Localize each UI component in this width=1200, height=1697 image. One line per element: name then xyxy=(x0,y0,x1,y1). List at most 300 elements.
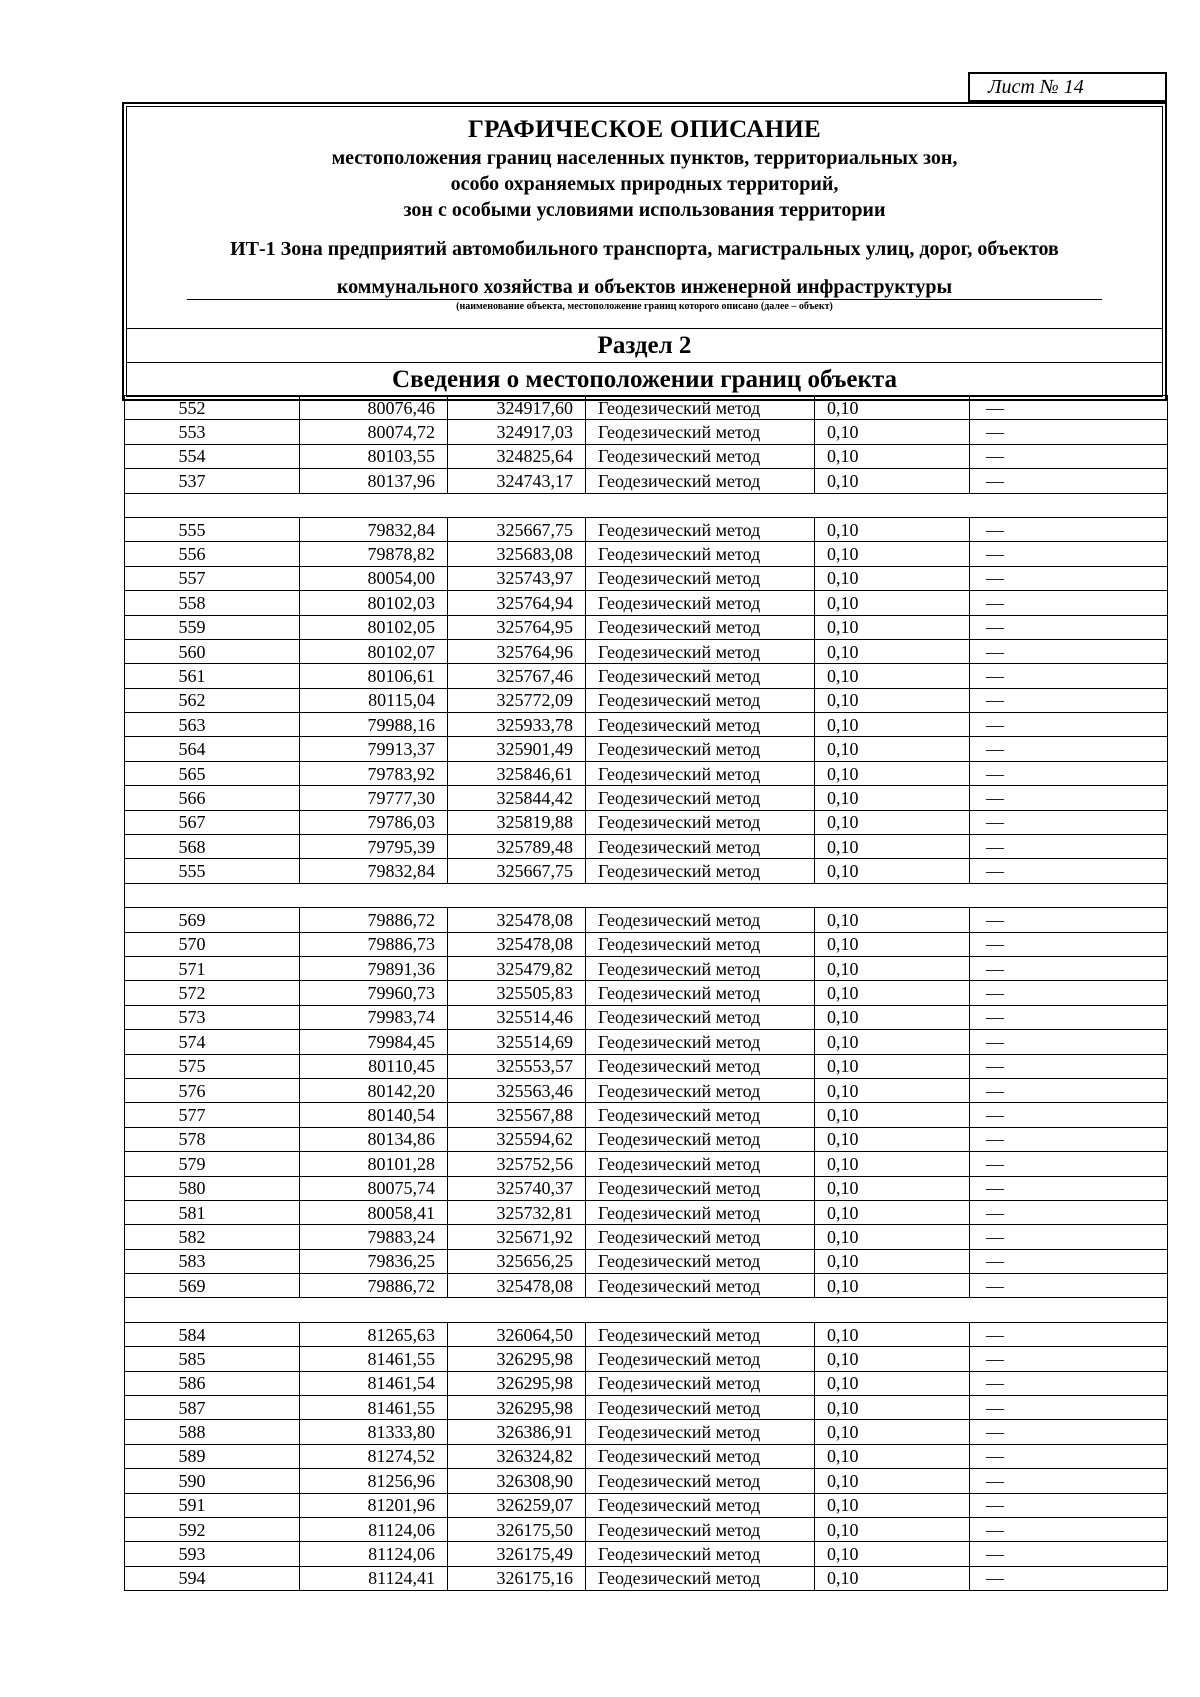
coord-x-cell: 81461,54 xyxy=(300,1371,448,1395)
method-cell: Геодезический метод xyxy=(586,1152,815,1176)
coord-y-cell: 325743,97 xyxy=(448,566,586,590)
table-row xyxy=(125,1200,1168,1224)
table-row xyxy=(125,517,1168,541)
accuracy-cell: 0,10 xyxy=(815,517,970,541)
method-cell: Геодезический метод xyxy=(586,566,815,590)
table-separator-row xyxy=(125,1298,1168,1322)
method-cell: Геодезический метод xyxy=(586,835,815,859)
accuracy-cell: 0,10 xyxy=(815,566,970,590)
accuracy-cell: 0,10 xyxy=(815,1225,970,1249)
accuracy-cell: 0,10 xyxy=(815,1152,970,1176)
table-row xyxy=(125,542,1168,566)
accuracy-cell: 0,10 xyxy=(815,1322,970,1346)
coord-x-cell: 80103,55 xyxy=(300,444,448,468)
method-cell: Геодезический метод xyxy=(586,1005,815,1029)
coord-x-cell: 80140,54 xyxy=(300,1103,448,1127)
coord-x-cell: 81265,63 xyxy=(300,1322,448,1346)
method-cell: Геодезический метод xyxy=(586,542,815,566)
table-row xyxy=(125,1127,1168,1151)
table-row xyxy=(125,1371,1168,1395)
accuracy-cell: 0,10 xyxy=(815,664,970,688)
coord-x-cell: 79832,84 xyxy=(300,859,448,883)
point-number-cell: 581 xyxy=(125,1200,300,1224)
separator-cell xyxy=(125,883,1168,907)
description-cell: — xyxy=(970,1396,1168,1420)
method-cell: Геодезический метод xyxy=(586,1103,815,1127)
method-cell: Геодезический метод xyxy=(586,1469,815,1493)
coord-y-cell: 326295,98 xyxy=(448,1347,586,1371)
description-cell: — xyxy=(970,639,1168,663)
section-name: Раздел 2 xyxy=(127,329,1162,363)
method-cell: Геодезический метод xyxy=(586,956,815,980)
method-cell: Геодезический метод xyxy=(586,615,815,639)
coord-x-cell: 81124,06 xyxy=(300,1542,448,1566)
coord-x-cell: 80115,04 xyxy=(300,688,448,712)
coord-y-cell: 325901,49 xyxy=(448,737,586,761)
table-row xyxy=(125,1152,1168,1176)
description-cell: — xyxy=(970,591,1168,615)
point-number-cell: 573 xyxy=(125,1005,300,1029)
table-row xyxy=(125,1347,1168,1371)
description-cell: — xyxy=(970,566,1168,590)
coord-y-cell: 326308,90 xyxy=(448,1469,586,1493)
method-cell: Геодезический метод xyxy=(586,1566,815,1590)
description-cell: — xyxy=(970,1322,1168,1346)
method-cell: Геодезический метод xyxy=(586,908,815,932)
accuracy-cell: 0,10 xyxy=(815,810,970,834)
point-number-cell: 574 xyxy=(125,1030,300,1054)
coord-x-cell: 79886,72 xyxy=(300,908,448,932)
method-cell: Геодезический метод xyxy=(586,1322,815,1346)
coord-y-cell: 326295,98 xyxy=(448,1396,586,1420)
table-separator-row xyxy=(125,883,1168,907)
point-number-cell: 570 xyxy=(125,932,300,956)
coord-y-cell: 324743,17 xyxy=(448,469,586,493)
section-caption: Сведения о местоположении границ объекта xyxy=(392,366,897,393)
table-row xyxy=(125,835,1168,859)
coord-y-cell: 325764,95 xyxy=(448,615,586,639)
accuracy-cell: 0,10 xyxy=(815,1054,970,1078)
description-cell: — xyxy=(970,1493,1168,1517)
point-number-cell: 567 xyxy=(125,810,300,834)
method-cell: Геодезический метод xyxy=(586,1444,815,1468)
point-number-cell: 594 xyxy=(125,1566,300,1590)
description-cell: — xyxy=(970,956,1168,980)
subtitle-line-1: местоположения границ населенных пунктов, территориальных зон, xyxy=(331,147,958,169)
description-cell: — xyxy=(970,761,1168,785)
description-cell: — xyxy=(970,1054,1168,1078)
coord-x-cell: 81461,55 xyxy=(300,1347,448,1371)
coord-y-cell: 325656,25 xyxy=(448,1249,586,1273)
table-row xyxy=(125,1103,1168,1127)
accuracy-cell: 0,10 xyxy=(815,1005,970,1029)
coord-y-cell: 326386,91 xyxy=(448,1420,586,1444)
document-title: ГРАФИЧЕСКОЕ ОПИСАНИЕ xyxy=(467,116,822,143)
table-row xyxy=(125,420,1168,444)
description-cell: — xyxy=(970,1127,1168,1151)
accuracy-cell: 0,10 xyxy=(815,591,970,615)
coord-x-cell: 80102,07 xyxy=(300,639,448,663)
accuracy-cell: 0,10 xyxy=(815,981,970,1005)
accuracy-cell: 0,10 xyxy=(815,932,970,956)
method-cell: Геодезический метод xyxy=(586,1176,815,1200)
point-number-cell: 566 xyxy=(125,786,300,810)
coord-y-cell: 326175,49 xyxy=(448,1542,586,1566)
accuracy-cell: 0,10 xyxy=(815,396,970,420)
table-row xyxy=(125,1054,1168,1078)
accuracy-cell: 0,10 xyxy=(815,542,970,566)
method-cell: Геодезический метод xyxy=(586,396,815,420)
method-cell: Геодезический метод xyxy=(586,1225,815,1249)
method-cell: Геодезический метод xyxy=(586,713,815,737)
coord-x-cell: 79886,72 xyxy=(300,1274,448,1298)
coord-y-cell: 325764,96 xyxy=(448,639,586,663)
table-row xyxy=(125,786,1168,810)
description-cell: — xyxy=(970,1176,1168,1200)
coord-x-cell: 79913,37 xyxy=(300,737,448,761)
description-cell: — xyxy=(970,615,1168,639)
coord-x-cell: 79988,16 xyxy=(300,713,448,737)
description-cell: — xyxy=(970,835,1168,859)
accuracy-cell: 0,10 xyxy=(815,1347,970,1371)
accuracy-cell: 0,10 xyxy=(815,1103,970,1127)
coord-y-cell: 325567,88 xyxy=(448,1103,586,1127)
method-cell: Геодезический метод xyxy=(586,1249,815,1273)
coord-y-cell: 325505,83 xyxy=(448,981,586,1005)
description-cell: — xyxy=(970,444,1168,468)
table-row xyxy=(125,1176,1168,1200)
method-cell: Геодезический метод xyxy=(586,1200,815,1224)
coord-y-cell: 326295,98 xyxy=(448,1371,586,1395)
table-row xyxy=(125,1517,1168,1541)
point-number-cell: 554 xyxy=(125,444,300,468)
coord-y-cell: 324917,03 xyxy=(448,420,586,444)
description-cell: — xyxy=(970,542,1168,566)
coord-y-cell: 325767,46 xyxy=(448,664,586,688)
point-number-cell: 587 xyxy=(125,1396,300,1420)
description-cell: — xyxy=(970,1371,1168,1395)
coord-x-cell: 79984,45 xyxy=(300,1030,448,1054)
method-cell: Геодезический метод xyxy=(586,786,815,810)
method-cell: Геодезический метод xyxy=(586,1054,815,1078)
point-number-cell: 586 xyxy=(125,1371,300,1395)
coord-y-cell: 326324,82 xyxy=(448,1444,586,1468)
description-cell: — xyxy=(970,1005,1168,1029)
accuracy-cell: 0,10 xyxy=(815,615,970,639)
method-cell: Геодезический метод xyxy=(586,1517,815,1541)
accuracy-cell: 0,10 xyxy=(815,1517,970,1541)
accuracy-cell: 0,10 xyxy=(815,420,970,444)
table-row xyxy=(125,639,1168,663)
object-name-line-1: ИТ-1 Зона предприятий автомобильного транспорта, магистральных улиц, дорог, объектов xyxy=(230,238,1059,260)
description-cell: — xyxy=(970,688,1168,712)
accuracy-cell: 0,10 xyxy=(815,737,970,761)
document-header xyxy=(127,107,1162,329)
point-number-cell: 593 xyxy=(125,1542,300,1566)
coord-x-cell: 81201,96 xyxy=(300,1493,448,1517)
coord-x-cell: 80102,03 xyxy=(300,591,448,615)
method-cell: Геодезический метод xyxy=(586,810,815,834)
accuracy-cell: 0,10 xyxy=(815,1542,970,1566)
point-number-cell: 559 xyxy=(125,615,300,639)
point-number-cell: 572 xyxy=(125,981,300,1005)
point-number-cell: 558 xyxy=(125,591,300,615)
coord-x-cell: 79878,82 xyxy=(300,542,448,566)
table-row xyxy=(125,1225,1168,1249)
method-cell: Геодезический метод xyxy=(586,517,815,541)
coord-y-cell: 324825,64 xyxy=(448,444,586,468)
table-row xyxy=(125,591,1168,615)
point-number-cell: 592 xyxy=(125,1517,300,1541)
description-cell: — xyxy=(970,1566,1168,1590)
coord-y-cell: 325764,94 xyxy=(448,591,586,615)
coord-x-cell: 80074,72 xyxy=(300,420,448,444)
method-cell: Геодезический метод xyxy=(586,1030,815,1054)
table-row xyxy=(125,810,1168,834)
coord-y-cell: 325683,08 xyxy=(448,542,586,566)
coord-x-cell: 79891,36 xyxy=(300,956,448,980)
coord-y-cell: 325514,46 xyxy=(448,1005,586,1029)
description-cell: — xyxy=(970,396,1168,420)
point-number-cell: 580 xyxy=(125,1176,300,1200)
coord-y-cell: 325553,57 xyxy=(448,1054,586,1078)
coord-y-cell: 325667,75 xyxy=(448,517,586,541)
description-cell: — xyxy=(970,517,1168,541)
table-row xyxy=(125,444,1168,468)
table-row xyxy=(125,737,1168,761)
table-row xyxy=(125,1078,1168,1102)
coord-x-cell: 79783,92 xyxy=(300,761,448,785)
table-row xyxy=(125,932,1168,956)
method-cell: Геодезический метод xyxy=(586,664,815,688)
point-number-cell: 585 xyxy=(125,1347,300,1371)
coord-x-cell: 79886,73 xyxy=(300,932,448,956)
method-cell: Геодезический метод xyxy=(586,1347,815,1371)
coord-x-cell: 79777,30 xyxy=(300,786,448,810)
table-row xyxy=(125,1493,1168,1517)
coord-y-cell: 326259,07 xyxy=(448,1493,586,1517)
table-row xyxy=(125,1030,1168,1054)
point-number-cell: 583 xyxy=(125,1249,300,1273)
coord-y-cell: 325667,75 xyxy=(448,859,586,883)
point-number-cell: 582 xyxy=(125,1225,300,1249)
table-row xyxy=(125,1566,1168,1590)
table-row xyxy=(125,1249,1168,1273)
description-cell: — xyxy=(970,1420,1168,1444)
coord-x-cell: 81124,41 xyxy=(300,1566,448,1590)
separator-cell xyxy=(125,1298,1168,1322)
point-number-cell: 560 xyxy=(125,639,300,663)
coord-x-cell: 79883,24 xyxy=(300,1225,448,1249)
table-row xyxy=(125,981,1168,1005)
coord-y-cell: 325479,82 xyxy=(448,956,586,980)
description-cell: — xyxy=(970,420,1168,444)
description-cell: — xyxy=(970,1078,1168,1102)
coord-y-cell: 325478,08 xyxy=(448,932,586,956)
point-number-cell: 571 xyxy=(125,956,300,980)
table-row xyxy=(125,1396,1168,1420)
coord-y-cell: 326175,16 xyxy=(448,1566,586,1590)
table-row xyxy=(125,1469,1168,1493)
coord-x-cell: 81274,52 xyxy=(300,1444,448,1468)
method-cell: Геодезический метод xyxy=(586,639,815,663)
point-number-cell: 577 xyxy=(125,1103,300,1127)
point-number-cell: 584 xyxy=(125,1322,300,1346)
sheet-number: Лист № 14 xyxy=(968,72,1167,102)
coord-x-cell: 81256,96 xyxy=(300,1469,448,1493)
point-number-cell: 561 xyxy=(125,664,300,688)
subtitle-line-2: особо охраняемых природных территорий, xyxy=(450,173,839,195)
method-cell: Геодезический метод xyxy=(586,1396,815,1420)
accuracy-cell: 0,10 xyxy=(815,1249,970,1273)
method-cell: Геодезический метод xyxy=(586,1542,815,1566)
coord-y-cell: 325846,61 xyxy=(448,761,586,785)
coord-x-cell: 80075,74 xyxy=(300,1176,448,1200)
table-row xyxy=(125,761,1168,785)
method-cell: Геодезический метод xyxy=(586,1371,815,1395)
description-cell: — xyxy=(970,1152,1168,1176)
coord-y-cell: 325594,62 xyxy=(448,1127,586,1151)
accuracy-cell: 0,10 xyxy=(815,1566,970,1590)
table-row xyxy=(125,1542,1168,1566)
point-number-cell: 589 xyxy=(125,1444,300,1468)
coord-y-cell: 325478,08 xyxy=(448,908,586,932)
table-row xyxy=(125,1005,1168,1029)
method-cell: Геодезический метод xyxy=(586,1127,815,1151)
coord-x-cell: 80054,00 xyxy=(300,566,448,590)
table-separator-row xyxy=(125,493,1168,517)
method-cell: Геодезический метод xyxy=(586,1078,815,1102)
point-number-cell: 575 xyxy=(125,1054,300,1078)
table-row xyxy=(125,1322,1168,1346)
accuracy-cell: 0,10 xyxy=(815,1078,970,1102)
point-number-cell: 562 xyxy=(125,688,300,712)
coord-x-cell: 79795,39 xyxy=(300,835,448,859)
coord-x-cell: 79836,25 xyxy=(300,1249,448,1273)
coord-y-cell: 325732,81 xyxy=(448,1200,586,1224)
point-number-cell: 563 xyxy=(125,713,300,737)
coord-x-cell: 79960,73 xyxy=(300,981,448,1005)
description-cell: — xyxy=(970,908,1168,932)
accuracy-cell: 0,10 xyxy=(815,1371,970,1395)
accuracy-cell: 0,10 xyxy=(815,1030,970,1054)
method-cell: Геодезический метод xyxy=(586,591,815,615)
accuracy-cell: 0,10 xyxy=(815,1396,970,1420)
description-cell: — xyxy=(970,713,1168,737)
subtitle-line-3: зон с особыми условиями использования территории xyxy=(403,199,886,221)
coord-x-cell: 79832,84 xyxy=(300,517,448,541)
description-cell: — xyxy=(970,1517,1168,1541)
boundary-points-body xyxy=(125,396,1168,1591)
description-cell: — xyxy=(970,469,1168,493)
coord-y-cell: 325933,78 xyxy=(448,713,586,737)
description-cell: — xyxy=(970,1347,1168,1371)
table-row xyxy=(125,469,1168,493)
description-cell: — xyxy=(970,1225,1168,1249)
coord-x-cell: 81124,06 xyxy=(300,1517,448,1541)
accuracy-cell: 0,10 xyxy=(815,1274,970,1298)
table-row xyxy=(125,1274,1168,1298)
coord-y-cell: 326064,50 xyxy=(448,1322,586,1346)
coord-x-cell: 80110,45 xyxy=(300,1054,448,1078)
method-cell: Геодезический метод xyxy=(586,688,815,712)
table-row xyxy=(125,664,1168,688)
coord-y-cell: 325819,88 xyxy=(448,810,586,834)
table-row xyxy=(125,615,1168,639)
coord-x-cell: 80137,96 xyxy=(300,469,448,493)
accuracy-cell: 0,10 xyxy=(815,835,970,859)
table-row xyxy=(125,908,1168,932)
point-number-cell: 553 xyxy=(125,420,300,444)
point-number-cell: 569 xyxy=(125,1274,300,1298)
coord-x-cell: 79786,03 xyxy=(300,810,448,834)
accuracy-cell: 0,10 xyxy=(815,1469,970,1493)
coord-y-cell: 325514,69 xyxy=(448,1030,586,1054)
point-number-cell: 578 xyxy=(125,1127,300,1151)
point-number-cell: 576 xyxy=(125,1078,300,1102)
accuracy-cell: 0,10 xyxy=(815,761,970,785)
coord-y-cell: 325844,42 xyxy=(448,786,586,810)
point-number-cell: 557 xyxy=(125,566,300,590)
table-row xyxy=(125,956,1168,980)
table-row xyxy=(125,688,1168,712)
table-row xyxy=(125,859,1168,883)
coord-x-cell: 80134,86 xyxy=(300,1127,448,1151)
boundary-points-table xyxy=(124,395,1168,1591)
accuracy-cell: 0,10 xyxy=(815,908,970,932)
description-cell: — xyxy=(970,810,1168,834)
method-cell: Геодезический метод xyxy=(586,761,815,785)
table-row xyxy=(125,1444,1168,1468)
accuracy-cell: 0,10 xyxy=(815,956,970,980)
point-number-cell: 579 xyxy=(125,1152,300,1176)
accuracy-cell: 0,10 xyxy=(815,469,970,493)
description-cell: — xyxy=(970,737,1168,761)
document-header-frame xyxy=(122,102,1167,401)
object-name-line-2: коммунального хозяйства и объектов инженерной инфраструктуры xyxy=(187,275,1102,300)
coord-x-cell: 79983,74 xyxy=(300,1005,448,1029)
accuracy-cell: 0,10 xyxy=(815,688,970,712)
accuracy-cell: 0,10 xyxy=(815,1420,970,1444)
point-number-cell: 569 xyxy=(125,908,300,932)
coord-y-cell: 325772,09 xyxy=(448,688,586,712)
description-cell: — xyxy=(970,786,1168,810)
coord-x-cell: 80076,46 xyxy=(300,396,448,420)
accuracy-cell: 0,10 xyxy=(815,1493,970,1517)
accuracy-cell: 0,10 xyxy=(815,713,970,737)
table-row xyxy=(125,566,1168,590)
description-cell: — xyxy=(970,1542,1168,1566)
description-cell: — xyxy=(970,859,1168,883)
method-cell: Геодезический метод xyxy=(586,932,815,956)
table-row xyxy=(125,396,1168,420)
coord-x-cell: 81461,55 xyxy=(300,1396,448,1420)
coord-x-cell: 80142,20 xyxy=(300,1078,448,1102)
coord-x-cell: 80058,41 xyxy=(300,1200,448,1224)
coord-y-cell: 325563,46 xyxy=(448,1078,586,1102)
accuracy-cell: 0,10 xyxy=(815,444,970,468)
method-cell: Геодезический метод xyxy=(586,859,815,883)
coord-y-cell: 324917,60 xyxy=(448,396,586,420)
accuracy-cell: 0,10 xyxy=(815,1444,970,1468)
description-cell: — xyxy=(970,664,1168,688)
accuracy-cell: 0,10 xyxy=(815,1127,970,1151)
point-number-cell: 588 xyxy=(125,1420,300,1444)
coord-y-cell: 325752,56 xyxy=(448,1152,586,1176)
table-row xyxy=(125,1420,1168,1444)
coord-y-cell: 325671,92 xyxy=(448,1225,586,1249)
point-number-cell: 590 xyxy=(125,1469,300,1493)
